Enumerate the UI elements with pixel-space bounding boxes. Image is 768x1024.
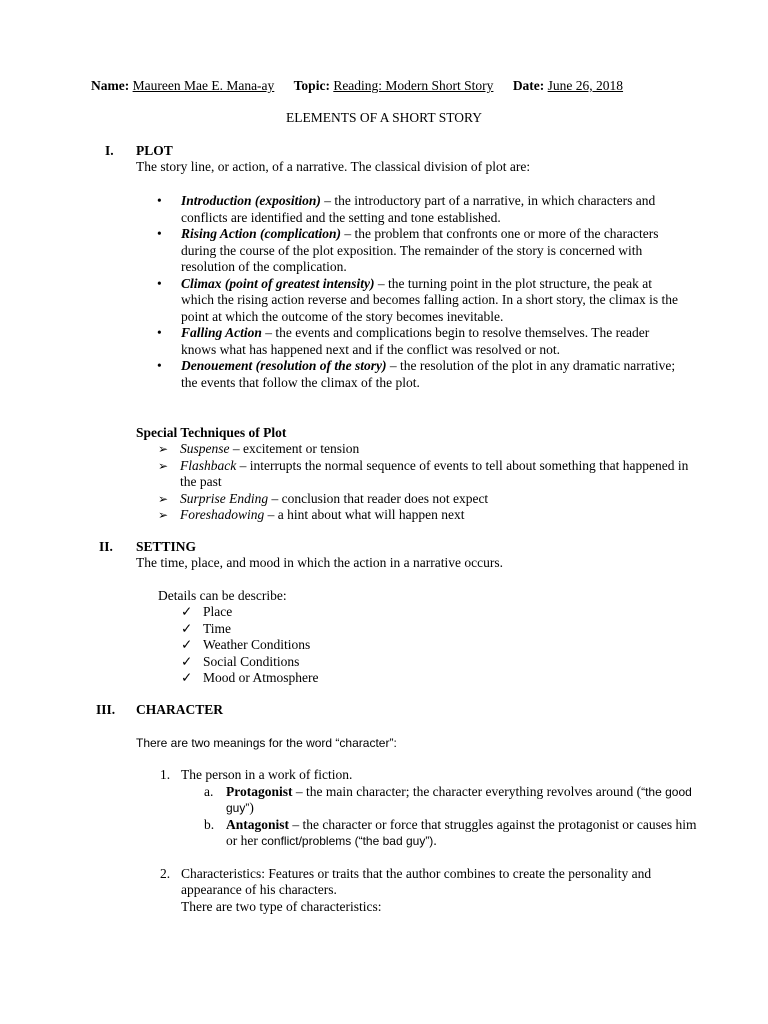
checkmark-icon: ✓ bbox=[181, 653, 193, 669]
list-item: ➢ Suspense – excitement or tension bbox=[158, 441, 360, 456]
list-item: ✓ Weather Conditions bbox=[181, 637, 311, 652]
document-title: ELEMENTS OF A SHORT STORY bbox=[286, 110, 482, 125]
list-item: • Rising Action (complication) – the problem that confronts one or more of the characters during the course of the plot exposition. The remainder of the story is concerned with resolution of the complication. bbox=[157, 226, 659, 274]
checkmark-icon: ✓ bbox=[181, 620, 193, 636]
name-value: Maureen Mae E. Mana-ay bbox=[132, 78, 275, 93]
list-item: ➢ Foreshadowing – a hint about what will happen next bbox=[158, 507, 465, 522]
character-section-number: III. bbox=[96, 702, 116, 717]
setting-details-list bbox=[181, 604, 319, 687]
plot-section-number: I. bbox=[105, 143, 114, 158]
list-item: b. Antagonist – the character or force that struggles against the protagonist or causes him or her conflict/problems (“the bad guy”). bbox=[204, 816, 697, 848]
character-heading: CHARACTER bbox=[136, 702, 224, 717]
list-item: 1. The person in a work of fiction. a. Protagonist – the main character; the character everything revolves around (“the good guy”) b. Antagonist – the character or force that struggles against the protagonist or causes him or her conflict/problems (“the bad guy”). bbox=[160, 767, 681, 850]
arrow-bullet-icon: ➢ bbox=[158, 508, 169, 522]
name-label: Name: bbox=[91, 78, 130, 93]
date-label: Date: bbox=[512, 78, 545, 93]
list-item: ✓ Mood or Atmosphere bbox=[181, 670, 319, 685]
list-item: • Denouement (resolution of the story) – the resolution of the plot in any dramatic narrative; the events that follow the climax of the plot. bbox=[157, 358, 676, 390]
list-item: ➢ Surprise Ending – conclusion that reader does not expect bbox=[158, 490, 489, 506]
list-item: • Falling Action – the events and complications begin to resolve themselves. The reader knows what has happened next and if the conflict was resolved or not. bbox=[157, 325, 650, 357]
list-item: ✓ Time bbox=[181, 620, 232, 636]
document-header bbox=[91, 78, 623, 95]
plot-divisions-list bbox=[157, 193, 681, 391]
topic-label: Topic: bbox=[293, 78, 330, 93]
plot-intro: The story line, or action, of a narrative. The classical division of plot are: bbox=[136, 159, 531, 174]
character-meanings-list bbox=[160, 767, 697, 915]
setting-section-number: II. bbox=[99, 539, 113, 554]
list-item: ➢ Flashback – interrupts the normal sequence of events to tell about something that happened in the past bbox=[158, 457, 689, 489]
date-value: June 26, 2018 bbox=[547, 78, 624, 93]
checkmark-icon: ✓ bbox=[181, 637, 193, 652]
topic-value: Reading: Modern Short Story bbox=[333, 78, 494, 93]
setting-intro: The time, place, and mood in which the action in a narrative occurs. bbox=[136, 555, 503, 570]
list-item: • Introduction (exposition) – the introductory part of a narrative, in which characters and conflicts are identified and the setting and tone established. bbox=[157, 193, 656, 225]
details-label: Details can be describe: bbox=[158, 588, 287, 603]
arrow-bullet-icon: ➢ bbox=[158, 458, 169, 473]
techniques-list bbox=[158, 441, 700, 524]
techniques-heading: Special Techniques of Plot bbox=[136, 425, 287, 440]
list-item: ✓ Social Conditions bbox=[181, 653, 300, 669]
character-types-list bbox=[204, 783, 697, 850]
setting-heading: SETTING bbox=[136, 539, 197, 554]
character-intro: There are two meanings for the word “character”: bbox=[136, 736, 397, 750]
arrow-bullet-icon: ➢ bbox=[158, 491, 169, 506]
checkmark-icon: ✓ bbox=[181, 604, 193, 619]
plot-heading: PLOT bbox=[136, 143, 173, 158]
list-item: ✓ Place bbox=[181, 604, 233, 619]
list-item: a. Protagonist – the main character; the character everything revolves around (“the good guy”) bbox=[204, 783, 692, 815]
list-item: 2. Characteristics: Features or traits that the author combines to create the personality and appearance of his characters. There are two type of characteristics: bbox=[160, 865, 652, 914]
checkmark-icon: ✓ bbox=[181, 670, 193, 685]
arrow-bullet-icon: ➢ bbox=[158, 442, 169, 456]
list-item: • Climax (point of greatest intensity) – the turning point in the plot structure, the peak at which the rising action reverse and becomes falling action. In a short story, the climax is the point at which the outcome of the story becomes inevitable. bbox=[157, 275, 678, 324]
